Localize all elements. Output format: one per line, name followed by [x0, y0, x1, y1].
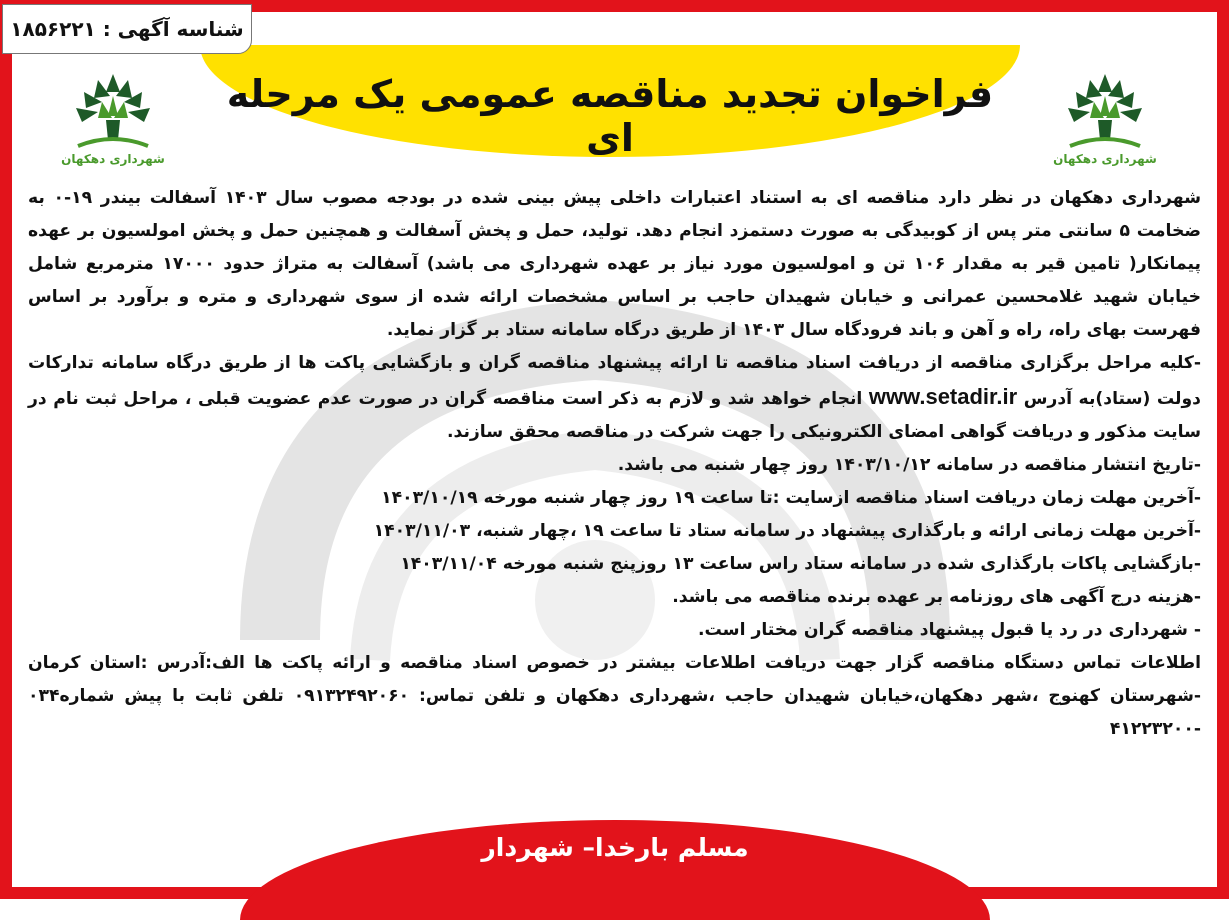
rejection-right-item: - شهرداری در رد یا قبول پیشنهاد مناقصه گران مختار است.	[697, 620, 1201, 640]
setad-paragraph	[28, 347, 1201, 449]
logo-text: شهرداری دهکهان	[61, 152, 165, 166]
logo-text: شهرداری دهکهان	[1053, 152, 1157, 166]
tree-logo-icon	[58, 66, 168, 156]
page-title: فراخوان تجدید مناقصه عمومی یک مرحله ای	[226, 72, 994, 160]
opening-date-item: -بازگشایی پاکات بارگذاری شده در سامانه ستاد راس ساعت ۱۳ روزپنج شنبه مورخه ۱۴۰۳/۱۱/۰۴	[400, 554, 1201, 574]
setad-url-link[interactable]: www.setadir.ir	[868, 384, 1018, 409]
tree-logo-icon	[1050, 66, 1160, 156]
contact-info-paragraph: اطلاعات تماس دستگاه مناقصه گزار جهت دریافت اطلاعات بیشتر در خصوص اسناد مناقصه و ارائه پاکت ها الف:آدرس :استان کرمان -شهرستان کهنوج ،شهر دهکهان،خیابان شهیدان حاجب ،شهرداری دهکهان و تلفن تماس: ۰۹۱۳۲۴۹۲۰۶۰ تلفن ثابت با پیش شماره۰۳۴ -۴۱۲۲۳۲۰۰	[28, 653, 1202, 739]
publish-date-item: -تاریخ انتشار مناقصه در سامانه ۱۴۰۳/۱۰/۱۲ روز چهار شنبه می باشد.	[617, 455, 1201, 475]
tender-body	[28, 182, 1201, 746]
municipality-logo	[58, 66, 168, 184]
setad-text-before: -کلیه مراحل برگزاری مناقصه از دریافت اسناد مناقصه تا ارائه پیشنهاد مناقصه گران و بازگشایی پاکت ها از طریق درگاه سامانه تدارکات دولت (ستاد)به آدرس	[28, 353, 1201, 409]
setad-text-after: انجام خواهد شد و لازم به ذکر است مناقصه گران در صورت عدم عضویت قبلی ، مراحل ثبت نام در سایت مذکور و دریافت گواهی امضای الکترونیکی را جهت شرکت در مناقصه محقق سازند.	[28, 389, 1201, 442]
ad-id-label: شناسه آگهی : ۱۸۵۶۲۲۱	[2, 4, 252, 54]
submission-deadline-item: -آخرین مهلت زمانی ارائه و بارگذاری پیشنهاد در سامانه ستاد تا ساعت ۱۹ ،چهار شنبه، ۱۴۰۳/۱۱/۰۳	[373, 521, 1201, 541]
ad-cost-item: -هزینه درج آگهی های روزنامه بر عهده برنده مناقصه می باشد.	[672, 587, 1201, 607]
document-deadline-item: -آخرین مهلت زمان دریافت اسناد مناقصه ازسایت :تا ساعت ۱۹ روز چهار شنبه مورخه ۱۴۰۳/۱۰/۱۹	[381, 488, 1201, 508]
intro-paragraph: شهرداری دهکهان در نظر دارد مناقصه ای به استناد اعتبارات داخلی پیش بینی شده در بودجه مصوب سال ۱۴۰۳ آسفالت بیندر ۱۹-۰ به ضخامت ۵ سانتی متر پس از کوبیدگی به صورت دستمزد انجام دهد. تولید، حمل و پخش آسفالت و همچنین حمل و پخش امولسیون بر عهده پیمانکار( تامین قیر به مقدار ۱۰۶ تن و امولسیون مورد نیاز بر عهده شهرداری می باشد) آسفالت به متراژ حدود ۱۷۰۰۰ مترمربع شامل خیابان شهید غلامحسین عمرانی و خیابان شهیدان حاجب بر اساس مشخصات ارائه شده از سوی شهرداری و متره و برآورد بر اساس فهرست بهای راه، راه و آهن و باند فرودگاه سال ۱۴۰۳ از طریق درگاه سامانه ستاد بر گزار نماید.	[28, 188, 1201, 340]
municipality-logo	[1050, 66, 1160, 184]
signature-footer: مسلم بارخدا– شهردار	[481, 833, 749, 862]
